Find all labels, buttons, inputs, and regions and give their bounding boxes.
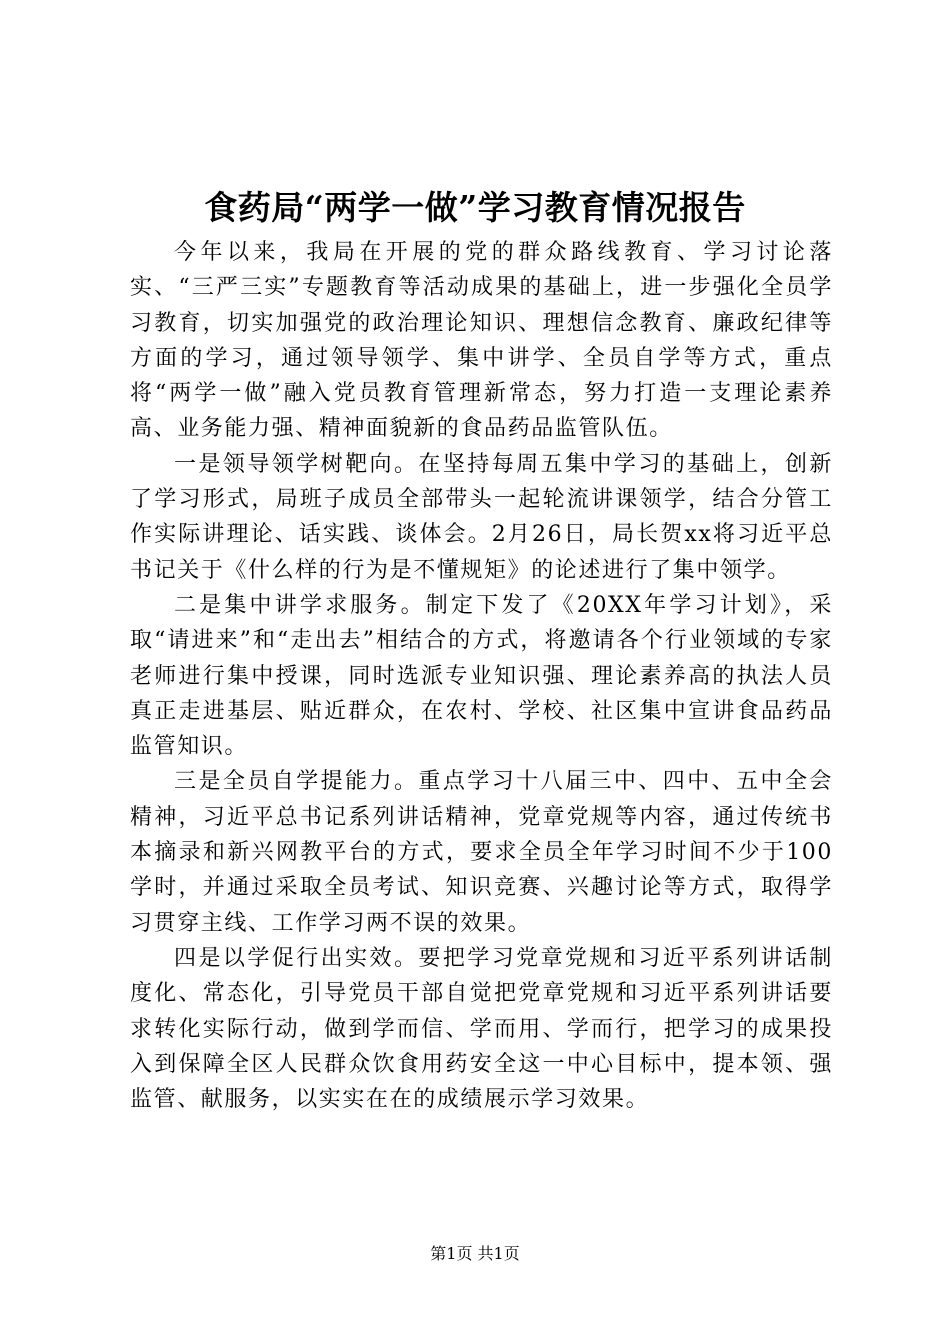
document-body [130,235,833,1117]
paragraph-centralized-lectures: 二是集中讲学求服务。制定下发了《20XX年学习计划》，采取“请进来”和“走出去”相结合的方式，将邀请各个行业领域的专家老师进行集中授课，同时选派专业知识强、理论素养高的执法人员真正走进基层、贴近群众，在农村、学校、社区集中宣讲食品药品监管知识。 [130,592,833,760]
paragraph-practical-results: 四是以学促行出实效。要把学习党章党规和习近平系列讲话制度化、常态化，引导党员干部自觉把党章党规和习近平系列讲话要求转化实际行动，做到学而信、学而用、学而行，把学习的成果投入到保障全区人民群众饮食用药安全这一中心目标中，提本领、强监管、献服务，以实实在在的成绩展示学习效果。 [130,945,833,1113]
document-title: 食药局“两学一做”学习教育情况报告 [204,188,746,227]
paragraph-intro: 今年以来，我局在开展的党的群众路线教育、学习讨论落实、“三严三实”专题教育等活动成果的基础上，进一步强化全员学习教育，切实加强党的政治理论知识、理想信念教育、廉政纪律等方面的学习，通过领导领学、集中讲学、全员自学等方式，重点将“两学一做”融入党员教育管理新常态，努力打造一支理论素养高、业务能力强、精神面貌新的食品药品监管队伍。 [130,240,833,442]
paragraph-self-study: 三是全员自学提能力。重点学习十八届三中、四中、五中全会精神，习近平总书记系列讲话精神，党章党规等内容，通过传统书本摘录和新兴网教平台的方式，要求全员全年学习时间不少于100学时，并通过采取全员考试、知识竞赛、兴趣讨论等方式，取得学习贯穿主线、工作学习两不误的效果。 [130,769,833,936]
paragraph-leadership-study: 一是领导领学树靶向。在坚持每周五集中学习的基础上，创新了学习形式，局班子成员全部带头一起轮流讲课领学，结合分管工作实际讲理论、话实践、谈体会。2月26日，局长贺xx将习近平总书记关于《什么样的行为是不懂规矩》的论述进行了集中领学。 [130,451,833,583]
page-number-footer: 第1页 共1页 [430,1244,520,1263]
